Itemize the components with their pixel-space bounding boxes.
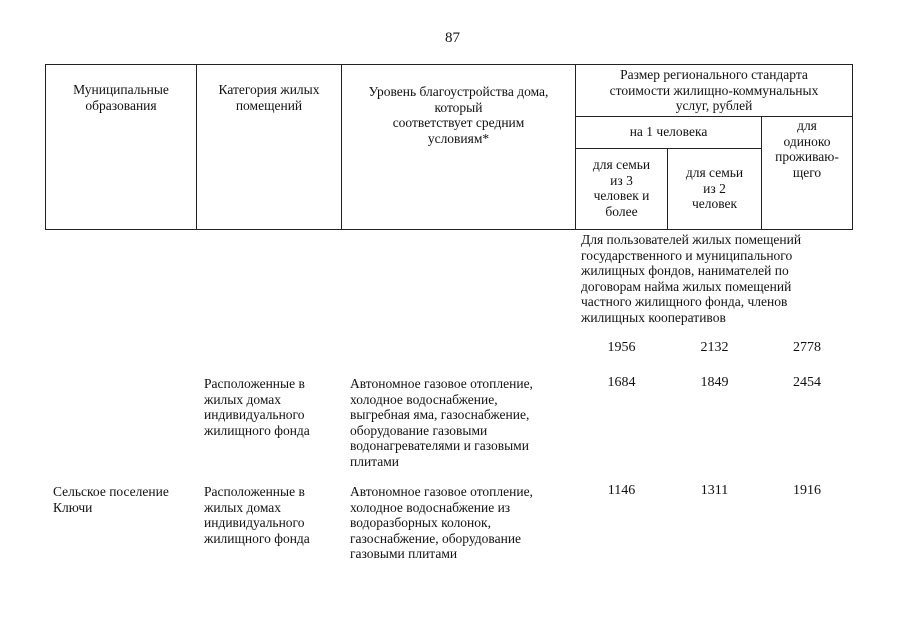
row-1-single: 2454 — [793, 375, 821, 390]
table-top-border — [45, 64, 853, 65]
row-2-category: Расположенные в жилых домах индивидуального жилищного фонда — [204, 484, 310, 546]
header-municipality: Муниципальные образования — [73, 82, 169, 113]
row-1-family-2: 1849 — [700, 375, 729, 390]
row-0-family-2: 2132 — [700, 340, 729, 355]
row-0-family-3plus: 1956 — [607, 340, 636, 355]
row-2-family-3plus: 1146 — [607, 483, 636, 498]
header-divider-standard — [575, 116, 853, 117]
header-single-resident: для одиноко проживаю- щего — [775, 118, 839, 180]
header-divider-per-person — [575, 148, 761, 149]
header-category: Категория жилых помещений — [218, 82, 320, 113]
header-per-person: на 1 человека — [629, 124, 708, 139]
col-border-6 — [852, 64, 853, 230]
row-2-improvement: Автономное газовое отопление, холодное водоснабжение из водоразборных колонок, газоснабжение, оборудование газовыми плитами — [350, 484, 533, 561]
header-family-3plus: для семьи из 3 человек и более — [592, 157, 651, 219]
row-1-category: Расположенные в жилых домах индивидуального жилищного фонда — [204, 376, 310, 438]
header-improvement-level: Уровень благоустройства дома, который соответствует средним условиям* — [368, 84, 549, 146]
row-1-improvement: Автономное газовое отопление, холодное водоснабжение, выгребная яма, газоснабжение, оборудование газовыми водонагревателями и газовыми плитами — [350, 376, 533, 469]
header-family-2: для семьи из 2 человек — [685, 165, 744, 211]
users-note: Для пользователей жилых помещений государственного и муниципального жилищных фондов, нанимателей по договорам найма жилых помещений частного жилищного фонда, членов жилищных кооперативов — [581, 232, 802, 325]
row-2-family-2: 1311 — [700, 483, 729, 498]
table-header-bottom-border — [45, 229, 853, 230]
row-0-single: 2778 — [793, 340, 821, 355]
row-2-single: 1916 — [793, 483, 821, 498]
row-1-family-3plus: 1684 — [607, 375, 636, 390]
header-standard-size: Размер регионального стандарта стоимости жилищно-коммунальных услуг, рублей — [609, 67, 819, 113]
row-2-municipality: Сельское поселение Ключи — [53, 484, 169, 515]
page-number: 87 — [445, 30, 460, 46]
